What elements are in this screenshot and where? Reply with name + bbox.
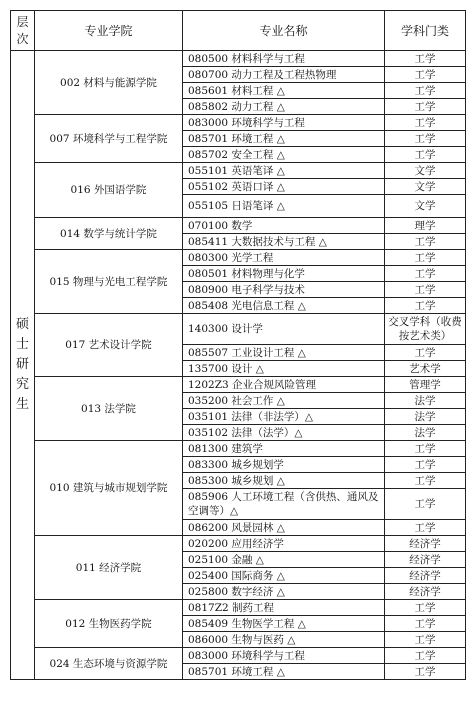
category-cell: 理学 [385, 218, 466, 234]
category-cell: 文学 [385, 195, 466, 218]
category-cell: 工学 [385, 648, 466, 664]
major-cell: 080501 材料物理与化学 [183, 266, 385, 282]
major-cell: 080300 光学工程 [183, 250, 385, 266]
category-cell: 工学 [385, 83, 466, 99]
table-row [11, 441, 466, 457]
table-row [11, 51, 466, 67]
major-cell: 055102 英语口译 △ [183, 179, 385, 195]
major-cell: 085701 环境工程 △ [183, 131, 385, 147]
major-cell: 085701 环境工程 △ [183, 664, 385, 680]
major-cell: 085408 光电信息工程 △ [183, 298, 385, 314]
category-cell: 文学 [385, 163, 466, 179]
level-cell: 硕士研究生 [11, 51, 35, 680]
major-cell: 080500 材料科学与工程 [183, 51, 385, 67]
table-row [11, 115, 466, 131]
category-cell: 工学 [385, 51, 466, 67]
category-cell: 工学 [385, 298, 466, 314]
college-cell: 012 生物医药学院 [35, 600, 183, 648]
major-cell: 080900 电子科学与技术 [183, 282, 385, 298]
category-cell: 法学 [385, 409, 466, 425]
category-cell: 工学 [385, 632, 466, 648]
category-cell: 工学 [385, 99, 466, 115]
category-cell: 工学 [385, 234, 466, 250]
major-cell: 085702 安全工程 △ [183, 147, 385, 163]
header-college: 专业学院 [35, 11, 183, 51]
category-cell: 交叉学科（收费按艺术类） [385, 314, 466, 345]
major-cell: 083000 环境科学与工程 [183, 115, 385, 131]
header-major: 专业名称 [183, 11, 385, 51]
major-cell: 070100 数学 [183, 218, 385, 234]
major-cell: 085802 动力工程 △ [183, 99, 385, 115]
major-cell: 025100 金融 △ [183, 552, 385, 568]
category-cell: 工学 [385, 489, 466, 520]
college-cell: 013 法学院 [35, 377, 183, 441]
category-cell: 法学 [385, 425, 466, 441]
category-cell: 工学 [385, 457, 466, 473]
college-cell: 014 数学与统计学院 [35, 218, 183, 250]
college-cell: 002 材料与能源学院 [35, 51, 183, 115]
category-cell: 工学 [385, 441, 466, 457]
category-cell: 工学 [385, 115, 466, 131]
category-cell: 法学 [385, 393, 466, 409]
major-cell: 085601 材料工程 △ [183, 83, 385, 99]
major-cell: 086000 生物与医药 △ [183, 632, 385, 648]
category-cell: 工学 [385, 600, 466, 616]
major-cell: 085906 人工环境工程（含供热、通风及空调等）△ [183, 489, 385, 520]
category-cell: 经济学 [385, 568, 466, 584]
college-cell: 007 环境科学与工程学院 [35, 115, 183, 163]
major-cell: 1202Z3 企业合规风险管理 [183, 377, 385, 393]
programs-table [10, 10, 466, 680]
category-cell: 工学 [385, 250, 466, 266]
table-row [11, 218, 466, 234]
category-cell: 工学 [385, 616, 466, 632]
major-cell: 055105 日语笔译 △ [183, 195, 385, 218]
major-cell: 085409 生物医学工程 △ [183, 616, 385, 632]
table-header-row [11, 11, 466, 51]
category-cell: 工学 [385, 345, 466, 361]
table-row [11, 536, 466, 552]
major-cell: 086200 风景园林 △ [183, 520, 385, 536]
category-cell: 工学 [385, 67, 466, 83]
major-cell: 025400 国际商务 △ [183, 568, 385, 584]
college-cell: 010 建筑与城市规划学院 [35, 441, 183, 536]
table-row [11, 377, 466, 393]
major-cell: 055101 英语笔译 △ [183, 163, 385, 179]
category-cell: 工学 [385, 266, 466, 282]
college-cell: 015 物理与光电工程学院 [35, 250, 183, 314]
category-cell: 工学 [385, 664, 466, 680]
major-cell: 020200 应用经济学 [183, 536, 385, 552]
college-cell: 011 经济学院 [35, 536, 183, 600]
table-row [11, 314, 466, 345]
table-row [11, 250, 466, 266]
header-category: 学科门类 [385, 11, 466, 51]
major-cell: 135700 设计 △ [183, 361, 385, 377]
major-cell: 140300 设计学 [183, 314, 385, 345]
table-row [11, 648, 466, 664]
major-cell: 085300 城乡规划 △ [183, 473, 385, 489]
major-cell: 035200 社会工作 △ [183, 393, 385, 409]
major-cell: 035102 法律（法学）△ [183, 425, 385, 441]
category-cell: 工学 [385, 520, 466, 536]
category-cell: 经济学 [385, 536, 466, 552]
header-level: 层次 [11, 11, 35, 51]
category-cell: 经济学 [385, 584, 466, 600]
major-cell: 085507 工业设计工程 △ [183, 345, 385, 361]
category-cell: 艺术学 [385, 361, 466, 377]
category-cell: 文学 [385, 179, 466, 195]
college-cell: 024 生态环境与资源学院 [35, 648, 183, 680]
college-cell: 016 外国语学院 [35, 163, 183, 218]
category-cell: 工学 [385, 473, 466, 489]
category-cell: 经济学 [385, 552, 466, 568]
major-cell: 081300 建筑学 [183, 441, 385, 457]
category-cell: 工学 [385, 282, 466, 298]
major-cell: 083000 环境科学与工程 [183, 648, 385, 664]
major-cell: 083300 城乡规划学 [183, 457, 385, 473]
major-cell: 035101 法律（非法学）△ [183, 409, 385, 425]
major-cell: 0817Z2 制药工程 [183, 600, 385, 616]
table-row [11, 163, 466, 179]
major-cell: 080700 动力工程及工程热物理 [183, 67, 385, 83]
college-cell: 017 艺术设计学院 [35, 314, 183, 377]
major-cell: 025800 数字经济 △ [183, 584, 385, 600]
category-cell: 管理学 [385, 377, 466, 393]
category-cell: 工学 [385, 147, 466, 163]
table-row [11, 600, 466, 616]
category-cell: 工学 [385, 131, 466, 147]
table-body [11, 51, 466, 680]
major-cell: 085411 大数据技术与工程 △ [183, 234, 385, 250]
